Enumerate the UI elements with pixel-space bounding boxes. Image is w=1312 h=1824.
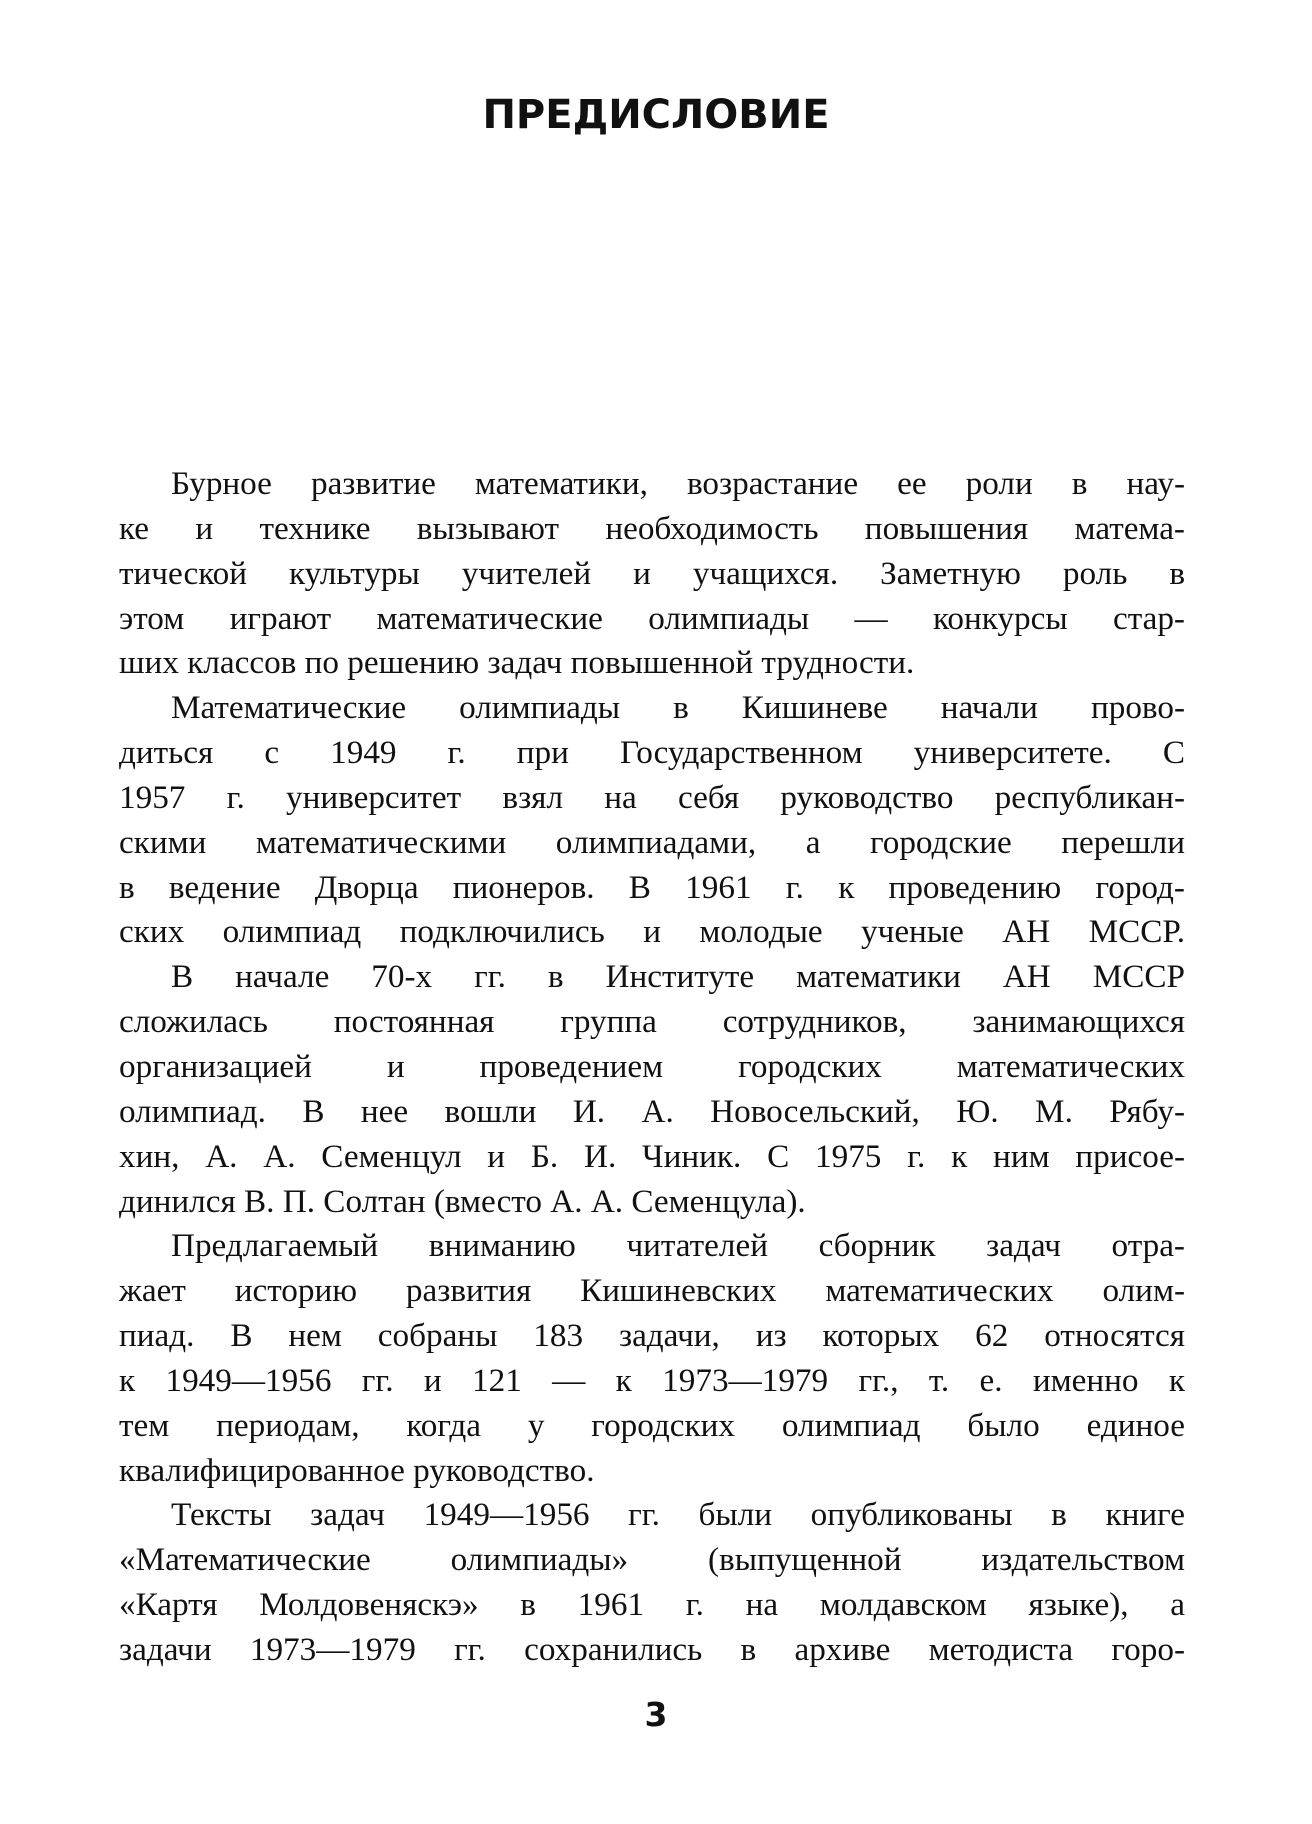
text-line: олимпиад. В нее вошли И. А. Новосельский, Ю. М. Рябу- — [119, 1092, 1185, 1130]
text-line: динился В. П. Солтан (вместо А. А. Семенцула). — [119, 1182, 806, 1220]
text-line: ке и технике вызывают необходимость повышения матема- — [119, 509, 1185, 547]
text-line: тической культуры учителей и учащихся. Заметную роль в — [119, 554, 1185, 592]
text-line: «Картя Молдовеняскэ» в 1961 г. на молдавском языке), а — [119, 1586, 1185, 1624]
page-number: 3 — [644, 1695, 668, 1734]
text-line: Математические олимпиады в Кишиневе начали прово- — [171, 689, 1185, 727]
text-line: диться с 1949 г. при Государственном университете. С — [119, 734, 1185, 772]
text-line: в ведение Дворца пионеров. В 1961 г. к проведению город- — [119, 868, 1185, 906]
chapter-title: ПРЕДИСЛОВИЕ — [482, 92, 830, 138]
text-line: организацией и проведением городских математических — [119, 1047, 1185, 1085]
paragraph-1 — [119, 462, 1185, 686]
paragraph-3 — [119, 955, 1185, 1224]
text-line: квалифицированное руководство. — [119, 1451, 595, 1489]
text-line: хин, А. А. Семенцул и Б. И. Чиник. С 1975 г. к ним присое- — [119, 1137, 1185, 1175]
paragraph-2 — [119, 686, 1185, 955]
text-line: задачи 1973—1979 гг. сохранились в архиве методиста горо- — [119, 1630, 1185, 1668]
text-line: ских олимпиад подключились и молодые ученые АН МССР. — [119, 913, 1185, 951]
paragraph-5 — [119, 1493, 1185, 1672]
text-line: «Математические олимпиады» (выпущенной издательством — [119, 1541, 1185, 1579]
text-line: этом играют математические олимпиады — конкурсы стар- — [119, 599, 1185, 637]
text-line: жает историю развития Кишиневских математических олим- — [119, 1272, 1185, 1310]
text-line: Предлагаемый вниманию читателей сборник задач отра- — [171, 1227, 1185, 1265]
text-line: Бурное развитие математики, возрастание ее роли в нау- — [171, 465, 1185, 502]
text-line: В начале 70-х гг. в Институте математики АН МССР — [171, 958, 1185, 996]
text-line: сложилась постоянная группа сотрудников, занимающихся — [119, 1003, 1185, 1041]
text-line: тем периодам, когда у городских олимпиад было единое — [119, 1406, 1185, 1444]
paragraph-4 — [119, 1224, 1185, 1493]
text-line: ших классов по решению задач повышенной трудности. — [119, 644, 915, 682]
text-line: Тексты задач 1949—1956 гг. были опубликованы в книге — [171, 1496, 1185, 1534]
text-line: пиад. В нем собраны 183 задачи, из которых 62 относятся — [119, 1317, 1185, 1355]
body-text — [119, 462, 1185, 1673]
text-line: скими математическими олимпиадами, а городские перешли — [119, 823, 1185, 861]
text-line: 1957 г. университет взял на себя руководство республикан- — [119, 778, 1185, 816]
text-line: к 1949—1956 гг. и 121 — к 1973—1979 гг., т. е. именно к — [119, 1361, 1185, 1399]
